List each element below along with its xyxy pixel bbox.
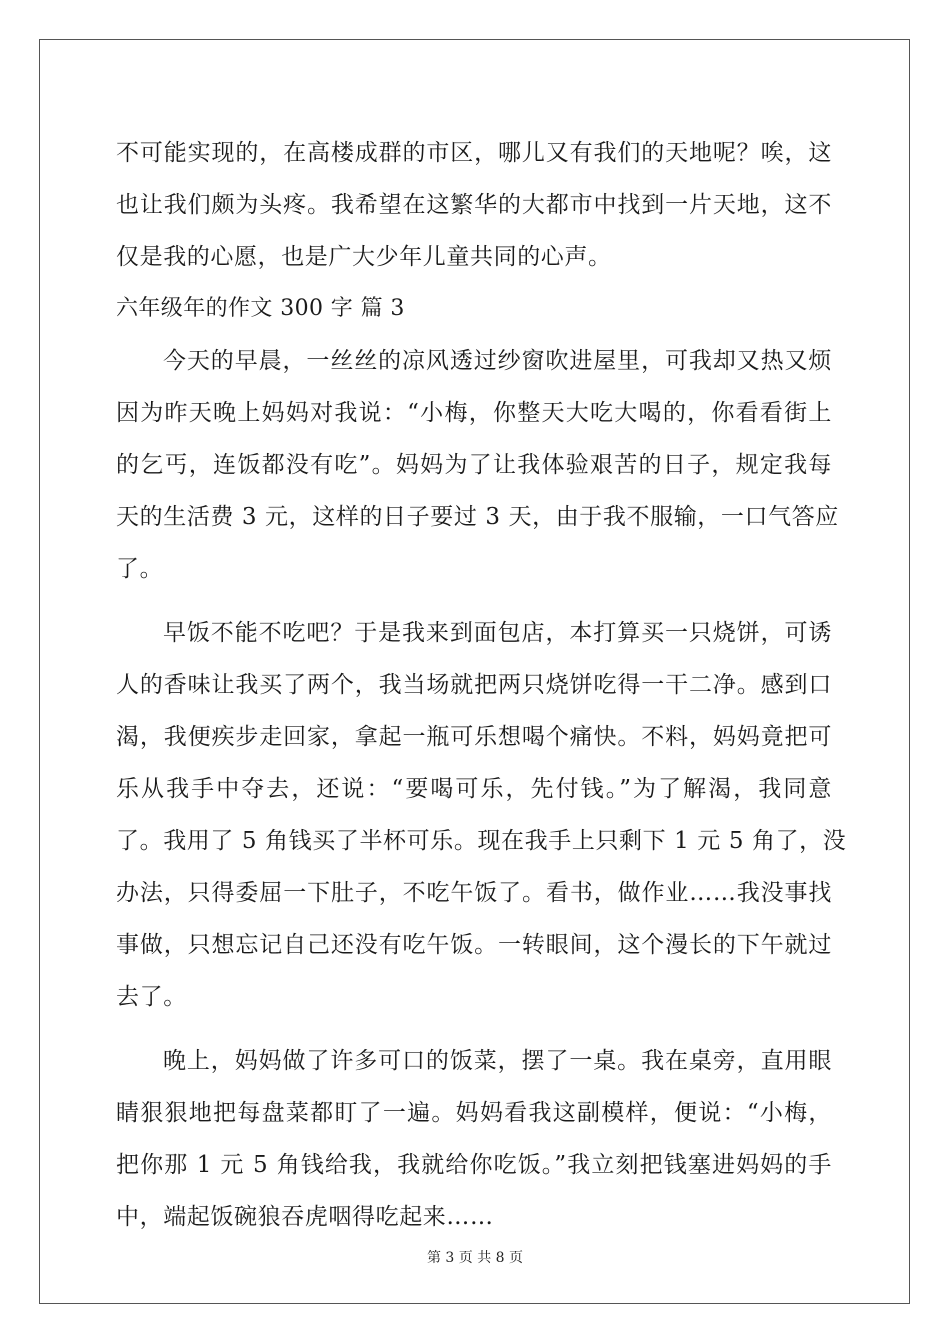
- paragraph-1: [116, 335, 839, 595]
- text-line: 不可能实现的，在高楼成群的市区，哪儿又有我们的天地呢？唉，这: [116, 140, 832, 166]
- text-line: 事做，只想忘记自己还没有吃午饭。一转眼间，这个漫长的下午就过: [116, 932, 832, 958]
- text-line: 晚上，妈妈做了许多可口的饭菜，摆了一桌。我在桌旁，直用眼: [163, 1048, 832, 1074]
- text-line: 也让我们颇为头疼。我希望在这繁华的大都市中找到一片天地，这不: [116, 192, 832, 218]
- text-line: 睛狠狠地把每盘菜都盯了一遍。妈妈看我这副模样，便说：“小梅，: [116, 1100, 832, 1126]
- text-line: 天的生活费 3 元，这样的日子要过 3 天，由于我不服输，一口气答应: [116, 504, 839, 530]
- text-line: 了。我用了 5 角钱买了半杯可乐。现在我手上只剩下 1 元 5 角了，没: [116, 828, 847, 854]
- paragraph-gap: [116, 595, 832, 607]
- text-line: 因为昨天晚上妈妈对我说：“小梅，你整天大吃大喝的，你看看街上: [116, 400, 832, 426]
- paragraph-2: [116, 607, 847, 1023]
- document-body: [116, 127, 847, 1243]
- text-line: 去了。: [116, 984, 187, 1010]
- text-line: 中，端起饭碗狼吞虎咽得吃起来……: [116, 1204, 494, 1230]
- section-heading: 六年级年的作文 300 字 篇 3: [116, 296, 405, 321]
- text-line: 今天的早晨，一丝丝的凉风透过纱窗吹进屋里，可我却又热又烦: [163, 348, 832, 374]
- page-number-footer: 第 3 页 共 8 页: [426, 1250, 524, 1266]
- text-line: 渴，我便疾步走回家，拿起一瓶可乐想喝个痛快。不料，妈妈竟把可: [116, 724, 832, 750]
- intro-paragraph: [116, 127, 832, 283]
- text-line: 的乞丐，连饭都没有吃”。妈妈为了让我体验艰苦的日子，规定我每: [116, 452, 832, 478]
- paragraph-gap: [116, 1023, 832, 1035]
- text-line: 把你那 1 元 5 角钱给我，我就给你吃饭。”我立刻把钱塞进妈妈的手: [116, 1152, 832, 1178]
- text-line: 了。: [116, 556, 164, 582]
- text-line: 仅是我的心愿，也是广大少年儿童共同的心声。: [116, 244, 612, 270]
- text-line: 乐从我手中夺去，还说：“要喝可乐，先付钱。”为了解渴，我同意: [116, 776, 832, 802]
- paragraph-3: [116, 1035, 832, 1243]
- text-line: 办法，只得委屈一下肚子，不吃午饭了。看书，做作业……我没事找: [116, 880, 832, 906]
- text-line: 早饭不能不吃吧？于是我来到面包店，本打算买一只烧饼，可诱: [163, 620, 832, 646]
- text-line: 人的香味让我买了两个，我当场就把两只烧饼吃得一干二净。感到口: [116, 672, 832, 698]
